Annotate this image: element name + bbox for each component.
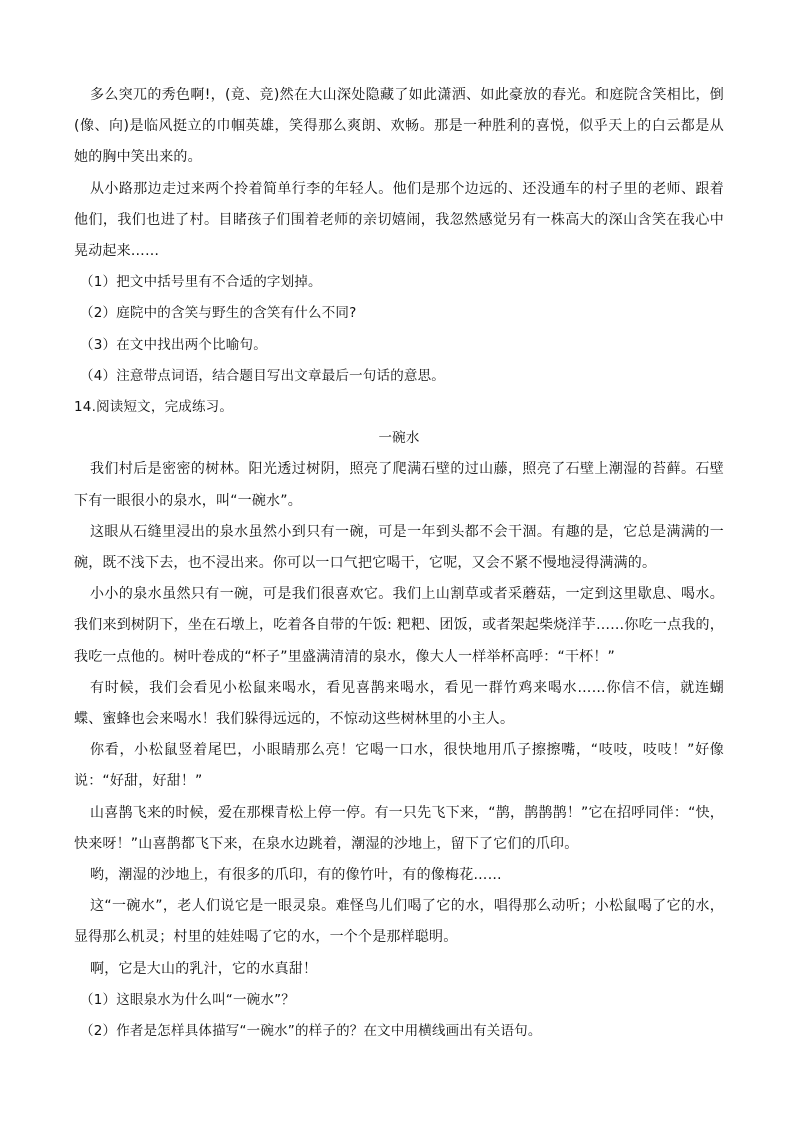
passage-paragraph: 有时候，我们会看见小松鼠来喝水，看见喜鹊来喝水，看见一群竹鸡来喝水……你信不信，就连蝴蝶、蜜蜂也会来喝水！我们躲得远远的，不惊动这些树林里的小主人。	[74, 679, 724, 728]
passage-paragraph: 我们村后是密密的树林。阳光透过树阴，照亮了爬满石壁的过山藤，照亮了石壁上潮湿的苔藓。石壁下有一眼很小的泉水，叫“一碗水”。	[74, 461, 724, 509]
passage-paragraph: 啊，它是大山的乳汁，它的水真甜！	[90, 960, 318, 977]
passage-paragraph: 多么突兀的秀色啊!，(竟、竞)然在大山深处隐藏了如此潇洒、如此豪放的春光。和庭院含笑相比，倒(像、向)是临风挺立的巾帼英雄，笑得那么爽朗、欢畅。那是一种胜利的喜悦，似乎天上的白云都是从她的胸中笑出来的。	[74, 87, 724, 166]
passage-paragraph: 从小路那边走过来两个拎着简单行李的年轻人。他们是那个边远的、还没通车的村子里的老师、跟着他们，我们也进了村。目睹孩子们围着老师的亲切嬉闹，我忽然感觉另有一株高大的深山含笑在我心中晃动起来……	[74, 180, 724, 260]
question-item: （2）作者是怎样具体描写“一碗水”的样子的？在文中用横线画出有关语句。	[80, 1023, 542, 1040]
question-item: （1）这眼泉水为什么叫“一碗水”？	[80, 991, 295, 1008]
document-content	[74, 80, 724, 1047]
question-item: （3）在文中找出两个比喻句。	[80, 336, 267, 353]
passage-paragraph: 你看，小松鼠竖着尾巴，小眼睛那么亮！它喝一口水，很快地用爪子擦擦嘴，“吱吱，吱吱！”好像说：“好甜，好甜！”	[74, 742, 724, 790]
passage-paragraph: 山喜鹊飞来的时候，爱在那棵青松上停一停。有一只先飞下来，“鹊，鹊鹊鹊！”它在招呼同伴：“快，快来呀！”山喜鹊都飞下来，在泉水边跳着，潮湿的沙地上，留下了它们的爪印。	[74, 804, 724, 852]
passage-paragraph: 这眼从石缝里浸出的泉水虽然小到只有一碗，可是一年到头都不会干涸。有趣的是，它总是满满的一碗，既不浅下去，也不浸出来。你可以一口气把它喝干，它呢，又会不紧不慢地浸得满满的。	[74, 523, 724, 572]
question-item: （4）注意带点词语，结合题目写出文章最后一句话的意思。	[80, 367, 445, 384]
exercise-heading: 14.阅读短文，完成练习。	[74, 399, 234, 416]
question-item: （1）把文中括号里有不合适的字划掉。	[80, 274, 322, 291]
passage-paragraph: 哟，潮湿的沙地上，有很多的爪印，有的像竹叶，有的像梅花……	[90, 867, 502, 884]
passage-title: 一碗水	[378, 430, 420, 447]
question-item: （2）庭院中的含笑与野生的含笑有什么不同?	[80, 305, 357, 322]
passage-paragraph: 小小的泉水虽然只有一碗，可是我们很喜欢它。我们上山割草或者采蘑菇，一定到这里歇息、喝水。我们来到树阴下，坐在石墩上，吃着各自带的午饭: 粑粑、团饭，或者架起柴烧洋芋……你吃一点我的，我吃一点他的。树叶卷成的“杯子”里盛满清清的泉水，像大人一样举杯高呼：“干杯！”	[74, 586, 724, 665]
passage-paragraph: 这“一碗水”，老人们说它是一眼灵泉。难怪鸟儿们喝了它的水，唱得那么动听；小松鼠喝了它的水，显得那么机灵；村里的娃娃喝了它的水，一个个是那样聪明。	[74, 898, 724, 946]
